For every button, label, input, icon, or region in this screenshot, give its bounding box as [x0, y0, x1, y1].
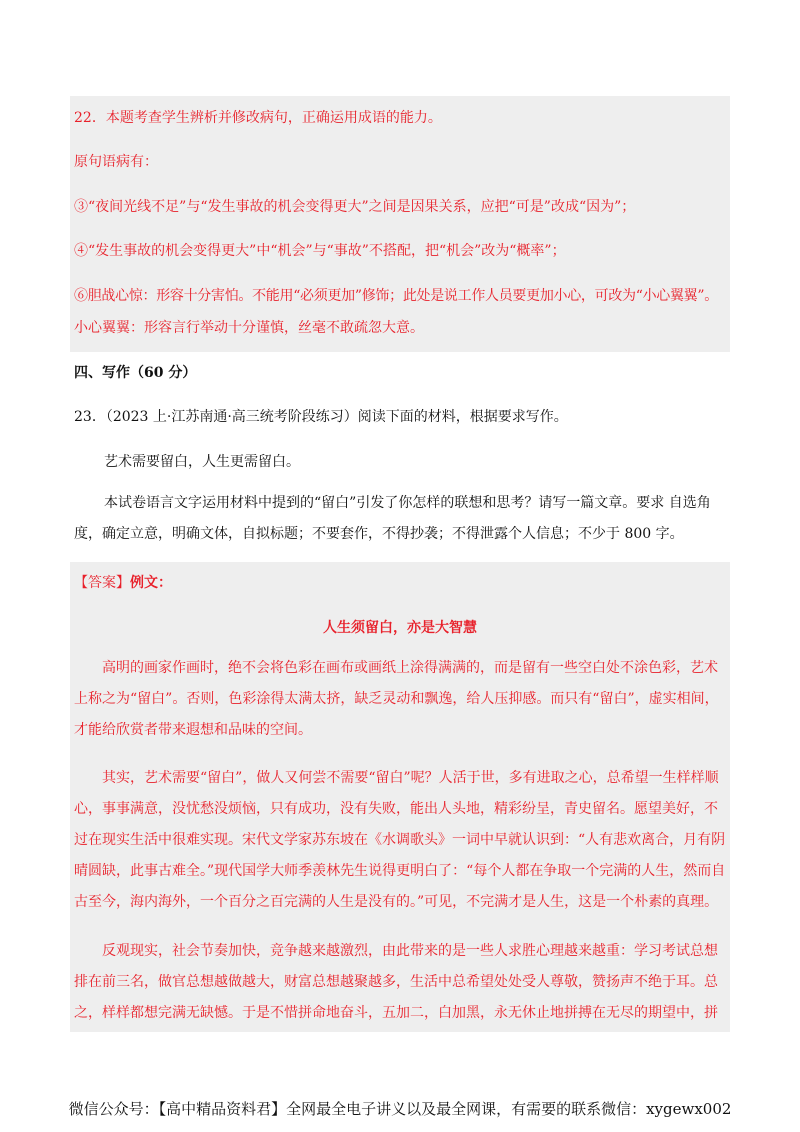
- answer-tag: 【答案】: [74, 575, 130, 591]
- example-label: 例文：: [130, 575, 172, 591]
- section-4-heading: 四、写作（60 分）: [74, 365, 197, 381]
- essay-paragraph-1: 高明的画家作画时，绝不会将色彩在画布或画纸上涂得满满的，而是留有一些空白处不涂色彩，艺术上称之为“留白”。否则，色彩涂得太满太挤，缺乏灵动和飘逸，给人压抑感。而只有“留白”，虚实相间，才能给欣赏者带来遐想和品味的空间。: [74, 660, 719, 738]
- essay-paragraph-3: 反观现实，社会节奏加快，竞争越来越激烈，由此带来的是一些人求胜心理越来越重：学习考试总想排在前三名，做官总想越做越大，财富总想越聚越多，生活中总希望处处受人尊敬，赞扬声不绝于耳。总之，样样都想完满无缺憾。于是不惜拼命地奋斗，五加二，白加黑，永无休止地拼搏在无尽的期望中，拼: [74, 943, 718, 1021]
- writing-prompt: 本试卷语言文字运用材料中提到的“留白”引发了你怎样的联想和思考？请写一篇文章。要求 自选角度，确定立意，明确文体，自拟标题；不要套作，不得抄袭；不得泄露个人信息；不少于 800 字。: [74, 495, 711, 542]
- page-footer: 微信公众号：【高中精品资料君】全网最全电子讲义以及最全网课，有需要的联系微信：xygewx002: [68, 1100, 732, 1118]
- answer-23-label: [74, 572, 172, 592]
- answer-22-line-3: ③“夜间光线不足”与“发生事故的机会变得更大”之间是因果关系，应把“可是”改成“因为”；: [74, 199, 636, 215]
- answer-22-line-6: 小心翼翼：形容言行举动十分谨慎，丝毫不敢疏忽大意。: [74, 320, 424, 336]
- writing-material: 艺术需要留白，人生更需留白。: [104, 454, 300, 470]
- essay-paragraph-2: 其实，艺术需要“留白”，做人又何尝不需要“留白”呢？人活于世，多有进取之心，总希望一生样样顺心，事事满意，没忧愁没烦恼，只有成功，没有失败，能出人头地，精彩纷呈，青史留名。愿望美好，不过在现实生活中很难实现。宋代文学家苏东坡在《水调歌头》一词中早就认识到：“人有悲欢离合，月有阴晴圆缺，此事古难全。”现代国学大师季羡林先生说得更明白了：“每个人都在争取一个完满的人生，然而自古至今，海内海外，一个百分之百完满的人生是没有的。”可见，不完满才是人生，这是一个朴素的真理。: [74, 770, 726, 910]
- essay-title: 人生须留白，亦是大智慧: [323, 620, 477, 636]
- answer-22-line-2: 原句语病有：: [74, 154, 158, 170]
- answer-22-line-1: 22．本题考查学生辨析并修改病句，正确运用成语的能力。: [74, 110, 442, 126]
- question-23: 23．（2023 上·江苏南通·高三统考阶段练习）阅读下面的材料，根据要求写作。: [74, 409, 568, 425]
- answer-22-box: [70, 96, 730, 352]
- answer-22-line-4: ④“发生事故的机会变得更大”中“机会”与“事故”不搭配，把“机会”改为“概率”；: [74, 243, 566, 259]
- answer-22-line-5: ⑥胆战心惊：形容十分害怕。不能用“必须更加”修饰；此处是说工作人员要更加小心，可改为“小心翼翼”。: [74, 288, 718, 304]
